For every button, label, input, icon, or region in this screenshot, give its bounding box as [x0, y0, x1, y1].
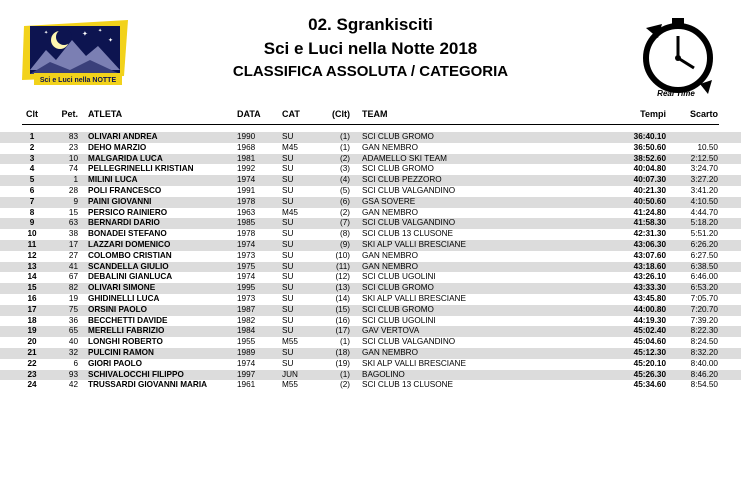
cell-pet: 10 [68, 153, 78, 163]
cell-team: SKI ALP VALLI BRESCIANE [362, 293, 466, 303]
cell-pet: 17 [68, 239, 78, 249]
cell-team: SCI CLUB 13 CLUSONE [362, 380, 454, 390]
cell-team: GAN NEMBRO [362, 207, 418, 217]
cell-atleta: MERELLI FABRIZIO [88, 326, 165, 336]
cell-clt-cat: (13) [335, 283, 350, 293]
table-row [0, 348, 741, 359]
table-row [0, 262, 741, 273]
table-row [0, 272, 741, 283]
cell-clt: 21 [27, 347, 37, 357]
cell-data: 1981 [237, 153, 256, 163]
cell-clt-cat: (4) [339, 175, 350, 185]
cell-team: ADAMELLO SKI TEAM [362, 153, 447, 163]
cell-scarto: 6:26.20 [690, 239, 718, 249]
cell-data: 1974 [237, 175, 256, 185]
cell-data: 1961 [237, 380, 256, 390]
cell-cat: SU [282, 293, 294, 303]
cell-pet: 28 [68, 185, 78, 195]
cell-clt: 4 [29, 164, 35, 174]
cell-team: SCI CLUB 13 CLUSONE [362, 229, 454, 239]
svg-text:✦: ✦ [44, 30, 49, 36]
cell-pet: 36 [68, 315, 78, 325]
cell-scarto: 6:27.50 [690, 250, 718, 260]
table-row [0, 175, 741, 186]
cell-data: 1984 [237, 326, 256, 336]
col-scarto: Scarto [689, 109, 718, 119]
cell-data: 1978 [237, 196, 256, 206]
cell-cat: M45 [282, 207, 298, 217]
cell-atleta: DEHO MARZIO [88, 142, 147, 152]
cell-tempi: 45:20.10 [633, 358, 666, 368]
cell-atleta: SCANDELLA GIULIO [88, 261, 169, 271]
cell-clt: 15 [27, 283, 37, 293]
cell-clt-cat: (3) [339, 164, 350, 174]
cell-cat: SU [282, 272, 294, 282]
cell-data: 1990 [237, 132, 256, 141]
cell-clt: 18 [27, 315, 37, 325]
cell-team: SCI CLUB VALGANDINO [362, 218, 456, 228]
cell-clt-cat: (9) [339, 239, 350, 249]
cell-clt: 13 [27, 261, 37, 271]
cell-tempi: 45:12.30 [633, 347, 666, 357]
cell-atleta: TRUSSARDI GIOVANNI MARIA [88, 380, 208, 390]
cell-team: GSA SOVERE [362, 196, 416, 206]
cell-team: GAV VERTOVA [362, 326, 420, 336]
cell-scarto: 4:10.50 [690, 196, 718, 206]
table-row [0, 197, 741, 208]
cell-atleta: COLOMBO CRISTIAN [88, 250, 172, 260]
table-row [0, 370, 741, 381]
cell-clt: 17 [27, 304, 37, 314]
cell-data: 1997 [237, 369, 256, 379]
cell-tempi: 43:18.60 [633, 261, 666, 271]
cell-tempi: 43:45.80 [633, 293, 666, 303]
cell-clt-cat: (1) [339, 132, 350, 141]
cell-clt-cat: (16) [335, 315, 350, 325]
cell-atleta: DEBALINI GIANLUCA [88, 272, 173, 282]
cell-scarto: 8:40.00 [690, 358, 718, 368]
cell-data: 1992 [237, 164, 256, 174]
cell-clt-cat: (6) [339, 196, 350, 206]
cell-data: 1973 [237, 293, 256, 303]
cell-cat: SU [282, 153, 294, 163]
cell-clt-cat: (14) [335, 293, 350, 303]
cell-clt-cat: (15) [335, 304, 350, 314]
cell-cat: SU [282, 132, 294, 141]
cell-pet: 41 [68, 261, 78, 271]
cell-cat: SU [282, 239, 294, 249]
cell-data: 1991 [237, 185, 256, 195]
cell-tempi: 45:34.60 [633, 380, 666, 390]
cell-atleta: BONADEI STEFANO [88, 229, 167, 239]
cell-clt: 19 [27, 326, 37, 336]
table-row [0, 359, 741, 370]
cell-tempi: 41:24.80 [633, 207, 666, 217]
cell-clt-cat: (1) [339, 337, 350, 347]
table-row [0, 208, 741, 219]
cell-pet: 82 [68, 283, 78, 293]
cell-atleta: BERNARDI DARIO [88, 218, 160, 228]
timing-logo [636, 14, 716, 98]
cell-clt: 6 [29, 185, 35, 195]
cell-clt: 2 [29, 142, 35, 152]
cell-scarto: 4:44.70 [690, 207, 718, 217]
cell-pet: 23 [68, 142, 78, 152]
cell-tempi: 40:04.80 [633, 164, 666, 174]
header [150, 12, 591, 82]
cell-atleta: LAZZARI DOMENICO [88, 239, 171, 249]
cell-clt-cat: (10) [335, 250, 350, 260]
cell-pet: 67 [68, 272, 78, 282]
cell-cat: SU [282, 283, 294, 293]
results-table [0, 132, 741, 391]
cell-pet: 15 [68, 207, 78, 217]
cell-clt-cat: (11) [336, 261, 350, 271]
cell-data: 1974 [237, 239, 256, 249]
cell-scarto: 3:41.20 [690, 185, 718, 195]
table-row [0, 229, 741, 240]
cell-data: 1978 [237, 229, 256, 239]
cell-scarto: 8:54.50 [690, 380, 718, 390]
cell-team: SCI CLUB GROMO [362, 164, 434, 174]
svg-text:✦: ✦ [82, 31, 88, 38]
cell-atleta: GHIDINELLI LUCA [88, 293, 160, 303]
cell-pet: 6 [73, 358, 78, 368]
cell-cat: SU [282, 196, 294, 206]
cell-clt-cat: (1) [339, 142, 350, 152]
cell-tempi: 42:31.30 [633, 229, 666, 239]
event-title: 02. Sgrankisciti [308, 15, 433, 34]
svg-text:✦: ✦ [108, 38, 114, 44]
cell-cat: SU [282, 358, 294, 368]
cell-tempi: 40:21.30 [633, 185, 666, 195]
cell-cat: SU [282, 218, 294, 228]
cell-scarto: 8:46.20 [690, 369, 718, 379]
cell-atleta: GIORI PAOLO [88, 358, 142, 368]
cell-pet: 19 [68, 293, 78, 303]
classification-title: CLASSIFICA ASSOLUTA / CATEGORIA [232, 63, 509, 80]
cell-scarto: 2:12.50 [690, 153, 718, 163]
cell-data: 1989 [237, 347, 256, 357]
cell-cat: SU [282, 261, 294, 271]
cell-scarto: 7:05.70 [690, 293, 718, 303]
cell-atleta: BECCHETTI DAVIDE [88, 315, 168, 325]
event-logo [20, 18, 132, 93]
cell-team: SCI CLUB GROMO [362, 283, 434, 293]
header-divider [22, 124, 719, 125]
cell-scarto: 6:38.50 [690, 261, 718, 271]
cell-scarto: 7:39.20 [690, 315, 718, 325]
col-clt: Clt [26, 109, 38, 119]
cell-clt-cat: (5) [339, 185, 350, 195]
cell-team: SCI CLUB VALGANDINO [362, 185, 456, 195]
cell-team: SCI CLUB UGOLINI [362, 315, 436, 325]
cell-pet: 75 [68, 304, 78, 314]
cell-tempi: 44:00.80 [633, 304, 666, 314]
cell-clt-cat: (1) [339, 369, 350, 379]
cell-team: SKI ALP VALLI BRESCIANE [362, 239, 466, 249]
cell-data: 1973 [237, 250, 256, 260]
event-subtitle: Sci e Luci nella Notte 2018 [263, 39, 478, 58]
cell-atleta: PELLEGRINELLI KRISTIAN [88, 164, 194, 174]
cell-tempi: 40:50.60 [633, 196, 666, 206]
cell-pet: 32 [68, 347, 78, 357]
cell-cat: M55 [282, 380, 298, 390]
col-cat: CAT [282, 109, 300, 119]
cell-clt: 7 [29, 196, 35, 206]
cell-data: 1982 [237, 315, 256, 325]
cell-tempi: 41:58.30 [633, 218, 666, 228]
cell-pet: 40 [68, 337, 78, 347]
cell-clt: 12 [27, 250, 37, 260]
table-row [0, 251, 741, 262]
cell-team: GAN NEMBRO [362, 250, 418, 260]
cell-atleta: PAINI GIOVANNI [88, 196, 152, 206]
cell-tempi: 43:07.60 [633, 250, 666, 260]
cell-cat: SU [282, 250, 294, 260]
col-team: TEAM [362, 109, 388, 119]
cell-atleta: OLIVARI SIMONE [88, 283, 156, 293]
cell-cat: M55 [282, 337, 298, 347]
cell-pet: 63 [68, 218, 78, 228]
logo-right-text: Real Time [657, 89, 695, 98]
cell-team: SCI CLUB PEZZORO [362, 175, 442, 185]
cell-data: 1987 [237, 304, 256, 314]
cell-team: GAN NEMBRO [362, 142, 418, 152]
cell-cat: SU [282, 315, 294, 325]
cell-tempi: 40:07.30 [633, 175, 666, 185]
table-row [0, 337, 741, 348]
cell-scarto: 6:53.20 [690, 283, 718, 293]
cell-tempi: 43:06.30 [633, 239, 666, 249]
cell-cat: SU [282, 326, 294, 336]
cell-tempi: 45:04.60 [633, 337, 666, 347]
cell-scarto: 7:20.70 [690, 304, 718, 314]
cell-data: 1995 [237, 283, 256, 293]
cell-atleta: POLI FRANCESCO [88, 185, 162, 195]
cell-atleta: MALGARIDA LUCA [88, 153, 163, 163]
cell-scarto: 3:27.20 [690, 175, 718, 185]
cell-team: SCI CLUB UGOLINI [362, 272, 436, 282]
cell-atleta: MILINI LUCA [88, 175, 138, 185]
cell-data: 1968 [237, 142, 256, 152]
cell-clt: 11 [27, 239, 37, 249]
cell-clt-cat: (7) [339, 218, 350, 228]
cell-tempi: 36:50.60 [633, 142, 666, 152]
table-row [0, 186, 741, 197]
table-header [0, 109, 741, 123]
cell-pet: 83 [68, 132, 78, 141]
cell-scarto: 8:24.50 [690, 337, 718, 347]
table-row [0, 326, 741, 337]
cell-clt: 24 [27, 380, 37, 390]
col-pet: Pet. [61, 109, 78, 119]
cell-data: 1985 [237, 218, 256, 228]
cell-atleta: PERSICO RAINIERO [88, 207, 168, 217]
cell-clt: 9 [29, 218, 35, 228]
col-atleta: ATLETA [88, 109, 123, 119]
cell-data: 1963 [237, 207, 256, 217]
cell-clt-cat: (8) [339, 229, 350, 239]
cell-clt: 3 [29, 153, 35, 163]
cell-clt: 8 [29, 207, 35, 217]
cell-tempi: 43:33.30 [633, 283, 666, 293]
cell-tempi: 43:26.10 [633, 272, 666, 282]
col-data: DATA [237, 109, 261, 119]
cell-cat: JUN [282, 369, 298, 379]
cell-tempi: 45:26.30 [633, 369, 666, 379]
cell-clt-cat: (19) [335, 358, 350, 368]
cell-team: SKI ALP VALLI BRESCIANE [362, 358, 466, 368]
cell-team: BAGOLINO [362, 369, 405, 379]
cell-clt-cat: (2) [339, 380, 350, 390]
cell-tempi: 45:02.40 [633, 326, 666, 336]
col-clt-cat: (Clt) [332, 109, 350, 119]
cell-pet: 1 [73, 175, 78, 185]
logo-left-text: Sci e Luci nella NOTTE [39, 77, 117, 84]
cell-team: SCI CLUB GROMO [362, 132, 434, 141]
cell-clt: 16 [27, 293, 37, 303]
table-row [0, 132, 741, 143]
cell-pet: 93 [68, 369, 78, 379]
cell-clt: 5 [29, 175, 35, 185]
table-row [0, 283, 741, 294]
table-row [0, 316, 741, 327]
cell-team: GAN NEMBRO [362, 347, 418, 357]
cell-scarto: 3:24.70 [690, 164, 718, 174]
table-row [0, 240, 741, 251]
cell-scarto: 8:32.20 [690, 347, 718, 357]
cell-scarto: 6:46.00 [690, 272, 718, 282]
cell-data: 1975 [237, 261, 256, 271]
table-row [0, 305, 741, 316]
cell-clt: 23 [27, 369, 37, 379]
cell-atleta: LONGHI ROBERTO [88, 337, 163, 347]
cell-clt: 1 [29, 132, 35, 141]
cell-scarto: 8:22.30 [690, 326, 718, 336]
cell-scarto: 10.50 [697, 142, 718, 152]
cell-team: SCI CLUB VALGANDINO [362, 337, 456, 347]
cell-clt: 14 [27, 272, 37, 282]
cell-clt-cat: (12) [335, 272, 350, 282]
cell-clt-cat: (2) [339, 153, 350, 163]
cell-tempi: 36:40.10 [633, 132, 666, 141]
cell-atleta: SCHIVALOCCHI FILIPPO [88, 369, 184, 379]
cell-cat: SU [282, 185, 294, 195]
cell-data: 1974 [237, 272, 256, 282]
cell-pet: 42 [68, 380, 78, 390]
cell-atleta: ORSINI PAOLO [88, 304, 147, 314]
col-tempi: Tempi [640, 109, 666, 119]
cell-cat: SU [282, 164, 294, 174]
svg-text:✦: ✦ [98, 28, 103, 34]
cell-scarto: 5:51.20 [690, 229, 718, 239]
cell-clt: 20 [27, 337, 37, 347]
cell-cat: SU [282, 304, 294, 314]
cell-cat: SU [282, 229, 294, 239]
cell-pet: 74 [68, 164, 78, 174]
cell-atleta: OLIVARI ANDREA [88, 132, 158, 141]
table-row [0, 143, 741, 154]
cell-data: 1955 [237, 337, 256, 347]
cell-data: 1974 [237, 358, 256, 368]
cell-clt-cat: (18) [335, 347, 350, 357]
cell-pet: 9 [73, 196, 78, 206]
table-row [0, 164, 741, 175]
cell-cat: SU [282, 175, 294, 185]
table-row [0, 294, 741, 305]
cell-cat: SU [282, 347, 294, 357]
table-row [0, 218, 741, 229]
cell-atleta: PULCINI RAMON [88, 347, 154, 357]
cell-scarto: 5:18.20 [690, 218, 718, 228]
table-row [0, 380, 741, 391]
table-row [0, 154, 741, 165]
cell-cat: M45 [282, 142, 298, 152]
cell-clt: 10 [27, 229, 37, 239]
cell-team: GAN NEMBRO [362, 261, 418, 271]
cell-clt-cat: (2) [339, 207, 350, 217]
cell-tempi: 38:52.60 [633, 153, 666, 163]
cell-pet: 65 [68, 326, 78, 336]
cell-clt: 22 [27, 358, 37, 368]
cell-team: SCI CLUB GROMO [362, 304, 434, 314]
cell-pet: 27 [68, 250, 78, 260]
cell-clt-cat: (17) [335, 326, 350, 336]
cell-pet: 38 [68, 229, 78, 239]
cell-tempi: 44:19.30 [633, 315, 666, 325]
